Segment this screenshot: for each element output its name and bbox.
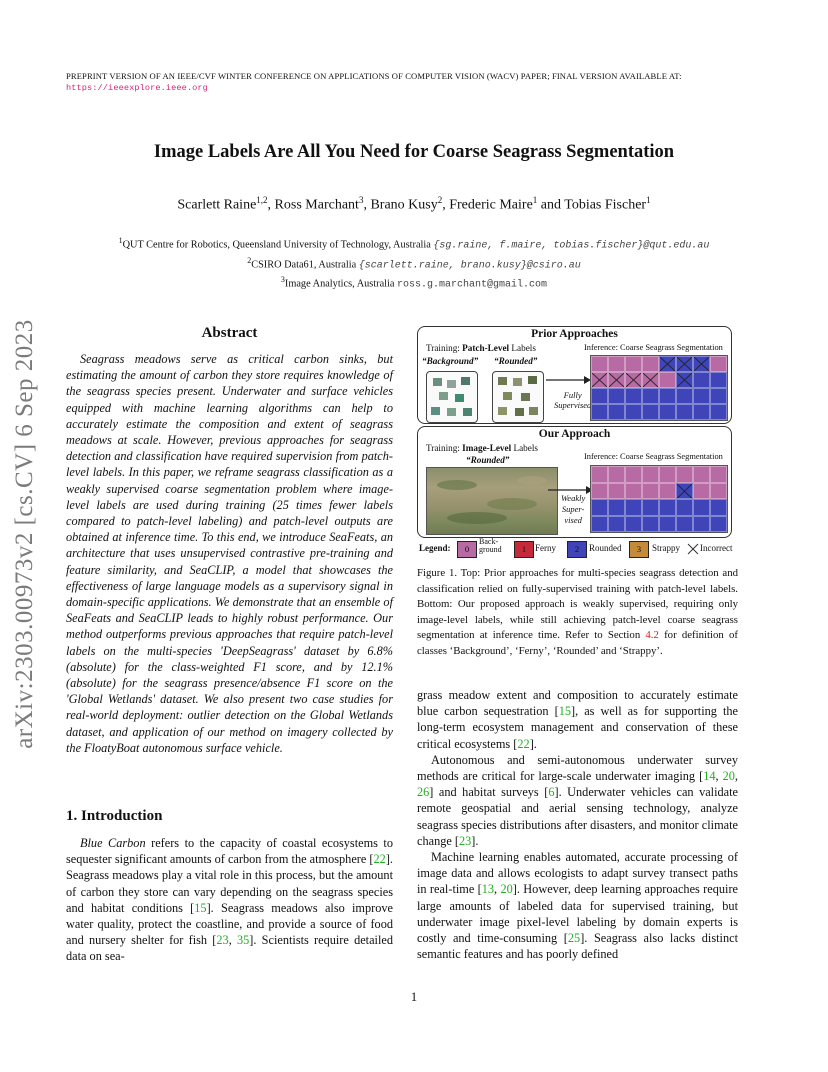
intro-paragraph: Blue Carbon refers to the capacity of coastal ecosystems to sequester significant amounts of carbon from the atmosphere [22]. Seagrass meadows play a vital role in this process, but the amount of carbon they store can vary depending on the seagrass species and habitat conditions [15]. Seagrass meadows also improve water quality, protect the coastline, and provide a source of food and nursery shelter for fish [23, 35]. Scientists require detailed data on sea- [66,836,393,964]
affil-text: CSIRO Data61, Australia [251,259,359,271]
author-affil: 2 [437,195,443,205]
grid-cell [659,499,676,516]
citation-link[interactable]: 23 [216,933,229,948]
grid-cell [659,372,676,388]
grid-cell [591,372,608,388]
affiliation [0,236,828,251]
legend-label-ferny: Ferny [535,543,556,553]
author-affil: 1,2 [256,195,268,205]
grid-cell [676,372,693,388]
grid-cell [608,388,625,404]
coarse-segmentation-grid-top [590,355,728,421]
grid-cell [693,499,710,516]
grid-cell [693,388,710,404]
citation-link[interactable]: 13 [481,882,495,897]
legend-swatch-rounded: 2 [567,541,587,558]
grid-cell [642,356,659,372]
grid-cell [710,372,727,388]
seagrass-photo [426,467,558,535]
grid-cell [608,499,625,516]
grid-cell [693,404,710,420]
grid-cell [676,466,693,483]
grid-cell [710,356,727,372]
our-approach-title: Our Approach [538,428,611,440]
citation-link[interactable]: 15 [194,900,207,915]
grid-cell [625,466,642,483]
ieee-link[interactable]: https://ieeexplore.ieee.org [66,83,208,93]
inference-label-top: Inference: Coarse Seagrass Segmentation [584,343,723,352]
grid-cell [710,499,727,516]
citation-link[interactable]: 20 [722,769,735,784]
grid-cell [659,404,676,420]
grid-cell [710,404,727,420]
abstract-heading: Abstract [201,325,258,341]
grid-cell [693,372,710,388]
fully-supervised-label: Fully Supervised [554,390,592,410]
affiliation [0,256,828,271]
grid-cell [608,372,625,388]
author-name: , Brano Kusy [363,197,438,213]
citation-link[interactable]: 22 [517,736,530,751]
affil-text: Image Analytics, Australia [284,278,398,290]
legend-swatch-ferny: 1 [514,541,534,558]
background-patch-set [426,371,478,423]
grid-cell [608,483,625,500]
citation-link[interactable]: 20 [500,882,513,897]
legend-title: Legend: [419,543,451,553]
intro-body [66,835,393,965]
incorrect-cross-icon [687,543,699,555]
grid-cell [642,388,659,404]
citation-link[interactable]: 15 [558,704,571,719]
emphasis: Blue Carbon [80,836,146,850]
page-number: 1 [410,990,418,1004]
legend-label-incorrect: Incorrect [700,543,733,553]
affil-email[interactable]: ross.g.marchant@gmail.com [397,279,548,291]
author-affil: 1 [532,195,538,205]
affiliation [0,275,828,290]
training-image-label: Training: Image-Level Labels [426,443,538,453]
affil-sup: 2 [247,256,252,265]
grid-cell [693,466,710,483]
citation-link[interactable]: 22 [373,852,386,867]
inference-label-bottom: Inference: Coarse Seagrass Segmentation [584,452,723,461]
citation-link[interactable]: 23 [459,833,472,848]
citation-link[interactable]: 26 [417,785,430,800]
affil-sup: 3 [280,275,285,284]
grid-cell [659,466,676,483]
author-list [0,195,828,214]
rounded-image-label: “Rounded” [466,455,510,465]
grid-cell [642,466,659,483]
grid-cell [591,404,608,420]
rounded-label: “Rounded” [494,356,538,366]
coarse-segmentation-grid-bottom [590,465,728,533]
paper-title: Image Labels Are All You Need for Coarse Seagrass Segmentation [153,142,675,162]
grid-cell [625,356,642,372]
legend-swatch-background: 0 [457,541,477,558]
grid-cell [608,516,625,533]
grid-cell [710,483,727,500]
grid-cell [608,404,625,420]
grid-cell [625,372,642,388]
grid-cell [676,499,693,516]
grid-cell [591,466,608,483]
grid-cell [642,499,659,516]
grid-cell [642,404,659,420]
affil-text: QUT Centre for Robotics, Queensland University of Technology, Australia [122,239,434,251]
grid-cell [659,356,676,372]
grid-cell [625,388,642,404]
grid-cell [591,499,608,516]
our-approach-panel [417,426,732,538]
citation-link[interactable]: 35 [236,933,250,948]
training-patch-label: Training: Patch-Level Labels [426,343,536,353]
grid-cell [693,356,710,372]
author-affil: 1 [646,195,651,205]
rounded-patch-set [492,371,544,423]
grid-cell [625,516,642,533]
author-affil: 3 [358,195,364,205]
body-paragraph: Machine learning enables automated, accurate processing of image data and allows ecologists to adapt survey transect paths in real-time [13, 20]. However, deep learning approaches require large amounts of labeled data for supervised training, but underwater image pixel-level labeling by domain experts is costly and time-consuming [25]. Seagrass also lacks distinct semantic features and has poorly defined [417,850,738,962]
grid-cell [591,388,608,404]
grid-cell [710,516,727,533]
grid-cell [591,483,608,500]
citation-link[interactable]: 14 [703,769,716,784]
affil-sup: 1 [118,236,123,245]
body-paragraph: grass meadow extent and composition to accurately estimate blue carbon sequestration [15], as well as for supporting the long-term ecosystem management and conservation of these critical ecosystems [22]. [417,688,738,751]
right-column-body [417,687,738,962]
legend-label-background: Back- ground [479,537,502,554]
weakly-supervised-label: Weakly Super- vised [561,493,586,525]
grid-cell [659,516,676,533]
grid-cell [625,499,642,516]
grid-cell [693,516,710,533]
prior-approaches-panel [417,326,732,424]
section-ref-link[interactable]: 4.2 [645,629,659,642]
grid-cell [659,388,676,404]
grid-cell [608,466,625,483]
affil-email[interactable]: {scarlett.raine, brano.kusy}@csiro.au [358,260,581,272]
grid-cell [625,483,642,500]
grid-cell [710,466,727,483]
body-paragraph: Autonomous and semi-autonomous underwater survey methods are critical for large-scale underwater imaging [14, 20, 26] and habitat surveys [6]. Underwater vehicles can validate remote geospatial and aerial sensing technology, analyze seagrass species distributions after disasters, and monitor climate change [23]. [417,752,738,848]
grid-cell [693,483,710,500]
grid-cell [642,372,659,388]
grid-cell [676,404,693,420]
figure-legend [417,537,738,558]
grid-cell [591,356,608,372]
abstract-text: Seagrass meadows serve as critical carbon sinks, but estimating the amount of carbon they store requires knowledge of the seagrass species present. Underwater and surface vehicles equipped with machine learning algorithms can help to accurately estimate the composition and extent of seagrass meadows at scale. However, previous approaches for seagrass detection and classification have required supervision from patch-level labels. In this paper, we reframe seagrass classification as a weakly supervised coarse segmentation problem where image-level labels are used during training (25 times fewer labels compared to patch-level labeling) and patch-level outputs are obtained at inference time. To this end, we introduce SeaFeats, an architecture that uses unsupervised contrastive pre-training and feature similarity, and SeaCLIP, a model that showcases the effectiveness of large language models as a supervisory signal in domain-specific applications. We demonstrate that an ensemble of SeaFeats and SeaCLIP leads to highly robust performance. Our method outperforms previous approaches that require patch-level labels on the multi-species 'DeepSeagrass' dataset by 6.8% (absolute) for the class-weighted F1 score, and by 12.1% (absolute) for the seagrass presence/absence F1 score on the 'Global Wetlands' dataset. We also present two case studies for real-world deployment: outlier detection on the Global Wetlands dataset, and application of our method on imagery collected by the FloatyBoat autonomous surface vehicle. [66,352,393,755]
prior-approaches-title: Prior Approaches [531,328,618,340]
grid-cell [659,483,676,500]
citation-link[interactable]: 25 [567,931,581,946]
abstract-body [66,351,393,756]
citation-link[interactable]: 6 [548,785,555,800]
legend-label-strappy: Strappy [652,543,680,553]
legend-swatch-strappy: 3 [629,541,649,558]
author-name: Scarlett Raine [177,197,257,213]
grid-cell [591,516,608,533]
author-name: , Frederic Maire [442,197,533,213]
author-name: and Tobias Fischer [537,197,647,213]
figure-1 [417,325,738,560]
preprint-notice: PREPRINT VERSION OF AN IEEE/CVF WINTER CONFERENCE ON APPLICATIONS OF COMPUTER VISION (WACV) PAPER; FINAL VERSION AVAILABLE AT: [66,71,682,81]
grid-cell [710,388,727,404]
figure-caption: Figure 1. Top: Prior approaches for multi-species seagrass detection and classification relied on fully-supervised training with patch-level labels. Bottom: Our proposed approach is weakly supervised, requiring only image-level labels, while still achieving patch-level coarse seagrass segmentation at inference time. Refer to Section 4.2 for definition of classes ‘Background’, ‘Ferny’, ‘Rounded’ and ‘Strappy’. [417,567,738,657]
section-heading-introduction: 1. Introduction [66,808,163,824]
grid-cell [676,388,693,404]
grid-cell [642,516,659,533]
fully-supervised-arrow [546,373,592,387]
affil-email[interactable]: {sg.raine, f.maire, tobias.fischer}@qut.edu.au [433,240,710,252]
grid-cell [676,516,693,533]
grid-cell [625,404,642,420]
grid-cell [676,356,693,372]
arxiv-stamp: arXiv:2303.00973v2 [cs.CV] 6 Sep 2023 [11,319,38,749]
author-name: , Ross Marchant [267,197,359,213]
legend-label-rounded: Rounded [589,543,622,553]
preprint-header [66,70,766,94]
background-label: “Background” [422,356,479,366]
grid-cell [608,356,625,372]
grid-cell [676,483,693,500]
grid-cell [642,483,659,500]
